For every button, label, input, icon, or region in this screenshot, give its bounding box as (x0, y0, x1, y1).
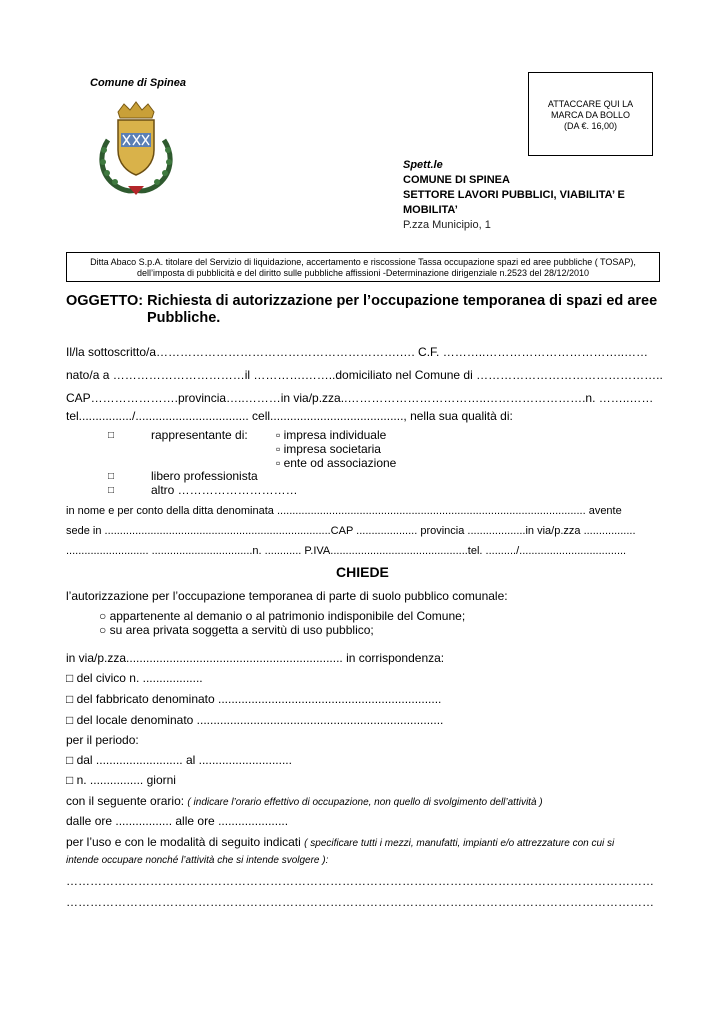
tel-line[interactable]: tel................/.................................. cell........................................, nella sua qualità di: (66, 409, 513, 423)
altro-label[interactable]: altro ………………………… (151, 483, 298, 497)
cap-line[interactable]: CAP………………….provincia…..………in via/p.zza..……………………………..…………………….n. ……..…… (66, 391, 654, 405)
recipient-line-1: COMUNE DI SPINEA (403, 174, 510, 186)
ente-associazione-option[interactable]: ▫ ente od associazione (276, 456, 397, 470)
orario-line (66, 794, 543, 808)
impresa-individuale-option[interactable]: ▫ impresa individuale (276, 428, 387, 442)
uso-note-1: ( specificare tutti i mezzi, manufatti, impianti e/o attrezzature con cui si (304, 838, 615, 849)
dal-al-line[interactable]: □ dal .......................... al ............................ (66, 753, 292, 767)
chiede-heading: CHIEDE (336, 564, 389, 580)
dotted-line-1[interactable]: ………………………………………………………………………………………………………………………………… (66, 874, 654, 888)
orario-label: con il seguente orario: (66, 794, 185, 808)
oggetto-line-2: Pubbliche. (147, 310, 221, 326)
periodo-label: per il periodo: (66, 733, 139, 747)
coat-of-arms-icon (94, 100, 178, 195)
autorizzazione-text: l’autorizzazione per l’occupazione temporanea di parte di suolo pubblico comunale: (66, 589, 508, 603)
bollo-line-1: ATTACCARE QUI LA (547, 99, 634, 109)
comune-title: Comune di Spinea (90, 77, 186, 89)
recipient-address (403, 158, 625, 233)
giorni-line[interactable]: □ n. ................ giorni (66, 773, 176, 787)
ditta-line-2[interactable]: sede in ..........................................................................CAP .................... provincia ...................in via/p.zza ................. (66, 525, 636, 537)
dalle-alle-line[interactable]: dalle ore ................. alle ore ..................... (66, 814, 289, 828)
bollo-line-2: MARCA DA BOLLO (550, 110, 631, 120)
rappresentante-label: rappresentante di: (151, 428, 248, 442)
recipient-line-4: P.zza Municipio, 1 (403, 219, 491, 231)
info-box (66, 252, 660, 282)
recipient-line-3: MOBILITA’ (403, 204, 458, 216)
demanio-option[interactable]: ○ appartenente al demanio o al patrimonio indisponibile del Comune; (99, 609, 466, 623)
altro-checkbox[interactable]: □ (108, 485, 115, 496)
via-line[interactable]: in via/p.zza................................................................. in corrispondenza: (66, 651, 445, 665)
dotted-line-2[interactable]: ………………………………………………………………………………………………………………………………… (66, 895, 654, 909)
libero-checkbox[interactable]: □ (108, 471, 115, 482)
orario-note: ( indicare l’orario effettivo di occupazione, non quello di svolgimento dell’attività ) (187, 797, 543, 808)
uso-line (66, 835, 614, 849)
uso-label: per l’uso e con le modalità di seguito indicati (66, 835, 301, 849)
rappresentante-checkbox[interactable]: □ (108, 430, 115, 441)
fabbricato-line[interactable]: □ del fabbricato denominato ................................................................... (66, 692, 442, 706)
ditta-line-3[interactable]: ........................... .................................n. ............ P.IVA.............................................tel. ........../................................... (66, 545, 627, 557)
libero-label: libero professionista (151, 469, 258, 483)
uso-note-2: intende occupare nonché l’attività che si intende svolgere ): (66, 855, 329, 866)
nato-line[interactable]: nato/a a ……………………………il ………….……..domiciliato nel Comune di ……………………………………….. (66, 368, 663, 382)
impresa-societaria-option[interactable]: ▫ impresa societaria (276, 442, 381, 456)
info-line-1: Ditta Abaco S.p.A. titolare del Servizio di liquidazione, accertamento e riscossione Tassa occupazione spazi ed aree pubbliche ( TOSAP), (90, 257, 636, 267)
ditta-line-1[interactable]: in nome e per conto della ditta denominata ..................................................................................................... avente (66, 505, 622, 517)
sottoscritto-line[interactable]: Il/la sottoscritto/a…………………………………………………….…. C.F. ………..……………………………..…… (66, 345, 649, 359)
oggetto-line-1: OGGETTO: Richiesta di autorizzazione per l’occupazione temporanea di spazi ed aree (66, 293, 658, 309)
oggetto-heading (66, 293, 657, 327)
info-line-2: dell’imposta di pubblicità e del diritto sulle pubbliche affissioni -Determinazione dirigenziale n.2523 del 28/12/2010 (136, 268, 590, 278)
spett-label: Spett.le (403, 159, 443, 171)
civico-line[interactable]: □ del civico n. .................. (66, 671, 203, 685)
bollo-line-3: (DA €. 16,00) (563, 121, 618, 131)
recipient-line-2: SETTORE LAVORI PUBBLICI, VIABILITA’ E (403, 189, 625, 201)
area-privata-option[interactable]: ○ su area privata soggetta a servitù di uso pubblico; (99, 623, 374, 637)
marca-da-bollo-box (528, 72, 653, 156)
locale-line[interactable]: □ del locale denominato .......................................................................... (66, 713, 444, 727)
